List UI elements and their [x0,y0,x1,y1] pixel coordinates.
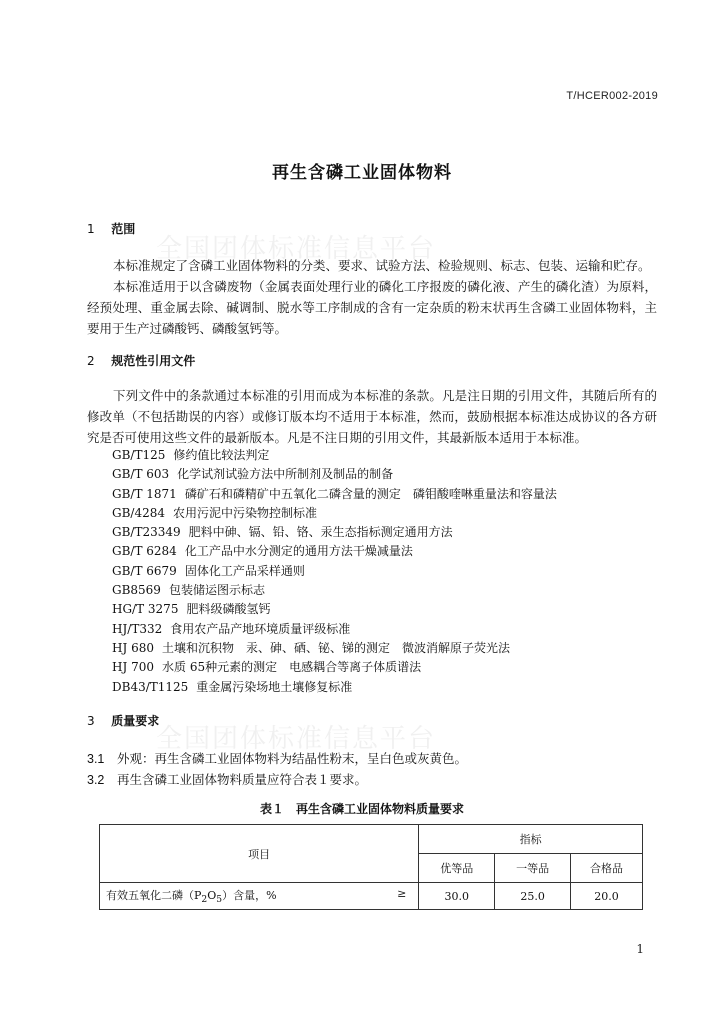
reference-code: HJ/T332 [112,621,163,636]
section-heading-normative-references [87,352,195,369]
reference-item [112,485,557,504]
reference-title: 包装储运图示标志 [168,583,265,598]
reference-title: 土壤和沉积物 汞、砷、硒、铋、锑的测定 微波消解原子荧光法 [162,640,511,655]
reference-item [112,600,557,619]
reference-code: HG/T 3275 [112,602,179,617]
reference-list [112,446,557,697]
reference-item [112,504,557,523]
reference-item [112,639,557,658]
reference-item [112,581,557,600]
reference-item [112,465,557,484]
reference-title: 肥料级磷酸氢钙 [186,602,271,617]
reference-title: 水质 65种元素的测定 电感耦合等离子体质谱法 [162,660,422,675]
references-intro-paragraph: 下列文件中的条款通过本标准的引用而成为本标准的条款。凡是注日期的引用文件，其随后所有的修改单（不包括勘误的内容）或修订版本均不适用于本标准，然而，鼓励根据本标准达成协议的各方研究是否可使用这些文件的最新版本。凡是不注日期的引用文件，其最新版本适用于本标准。 [87,388,657,445]
item-text-suffix: ）含量，% [222,888,277,902]
quality-requirements-table [99,824,643,910]
section-heading-scope [87,220,135,237]
reference-item [112,446,557,465]
reference-item [112,620,557,639]
item-text-prefix: 有效五氧化二磷（P [106,888,202,902]
section-title: 规范性引用文件 [111,354,196,368]
section-number: 3 [87,714,95,728]
clause-text: 再生含磷工业固体物料质量应符合表１要求。 [117,772,368,787]
reference-code: GB/T 1871 [112,486,177,501]
clause-text: 外观：再生含磷工业固体物料为结晶性粉末，呈白色或灰黄色。 [117,751,468,766]
reference-item [112,523,557,542]
section-title: 范围 [111,222,136,236]
reference-item [112,658,557,677]
reference-code: GB/T125 [112,448,166,462]
clause-3-1 [87,749,467,767]
reference-title: 化工产品中水分测定的通用方法干燥减量法 [184,544,413,559]
document-title: 再生含磷工业固体物料 [272,163,452,183]
reference-title: 肥料中砷、镉、铅、铬、汞生态指标测定通用方法 [188,525,453,540]
reference-title: 食用农产品产地环境质量评级标准 [170,621,351,636]
section-heading-quality-requirements [87,712,159,729]
reference-title: 化学试剂试验方法中所制剂及制品的制备 [177,467,394,482]
watermark-text: 全国团体标准信息平台 [156,234,437,264]
table-header-grade: 合格品 [571,854,643,883]
item-subscript: 5 [216,894,223,906]
reference-item [112,678,557,697]
reference-title: 重金属污染场地土壤修复标准 [196,679,353,694]
table-cell-value: 30.0 [419,883,495,910]
scope-paragraph: 本标准规定了含磷工业固体物料的分类、要求、试验方法、检验规则、标志、包装、运输和贮存。 [113,258,651,273]
item-subscript: 2 [201,894,208,906]
clause-number: 3.2 [87,773,105,787]
reference-title: 固体化工产品采样通则 [184,563,305,578]
section-number: 1 [87,222,95,236]
reference-code: HJ 680 [112,640,154,655]
page-number: 1 [636,942,644,956]
reference-code: GB8569 [112,583,161,598]
item-text-mid: O [207,888,217,902]
reference-title: 农用污泥中污染物控制标准 [173,505,318,520]
watermark-text: 全国团体标准信息平台 [156,724,437,754]
table-cell-item [100,883,419,910]
table-row [100,883,643,910]
section-title: 质量要求 [111,714,160,728]
reference-title: 修约值比较法判定 [173,448,270,462]
reference-code: DB43/T1125 [112,679,189,694]
table-header-grade: 一等品 [495,854,571,883]
clause-number: 3.1 [87,752,105,766]
reference-code: HJ 700 [112,660,154,675]
reference-item [112,542,557,561]
section-number: 2 [87,354,95,368]
reference-code: GB/T 603 [112,467,170,482]
table-caption-title: 再生含磷工业固体物料质量要求 [296,802,465,816]
reference-code: GB/T 6679 [112,563,177,578]
table-header-indicator: 指标 [419,825,643,854]
standard-code: T/HCER002-2019 [566,90,658,102]
table-header-grade: 优等品 [419,854,495,883]
table-cell-value: 25.0 [495,883,571,910]
table-caption-label: 表１ [259,802,284,816]
clause-3-2 [87,770,367,788]
table-header-item: 项目 [100,825,419,883]
reference-item [112,562,557,581]
reference-code: GB/T 6284 [112,544,177,559]
reference-code: GB/T23349 [112,525,181,540]
table-caption [0,800,724,817]
reference-code: GB/4284 [112,505,165,520]
inequality-sign: ≥ [397,886,407,900]
scope-paragraph: 本标准适用于以含磷废物（金属表面处理行业的磷化工序报废的磷化液、产生的磷化渣）为原料，经预处理、重金属去除、碱调制、脱水等工序制成的含有一定杂质的粉末状再生含磷工业固体物料，主要用于生产过磷酸钙、磷酸氢钙等。 [87,279,657,336]
table-cell-value: 20.0 [571,883,643,910]
reference-title: 磷矿石和磷精矿中五氧化二磷含量的测定 磷钼酸喹啉重量法和容量法 [184,486,557,501]
